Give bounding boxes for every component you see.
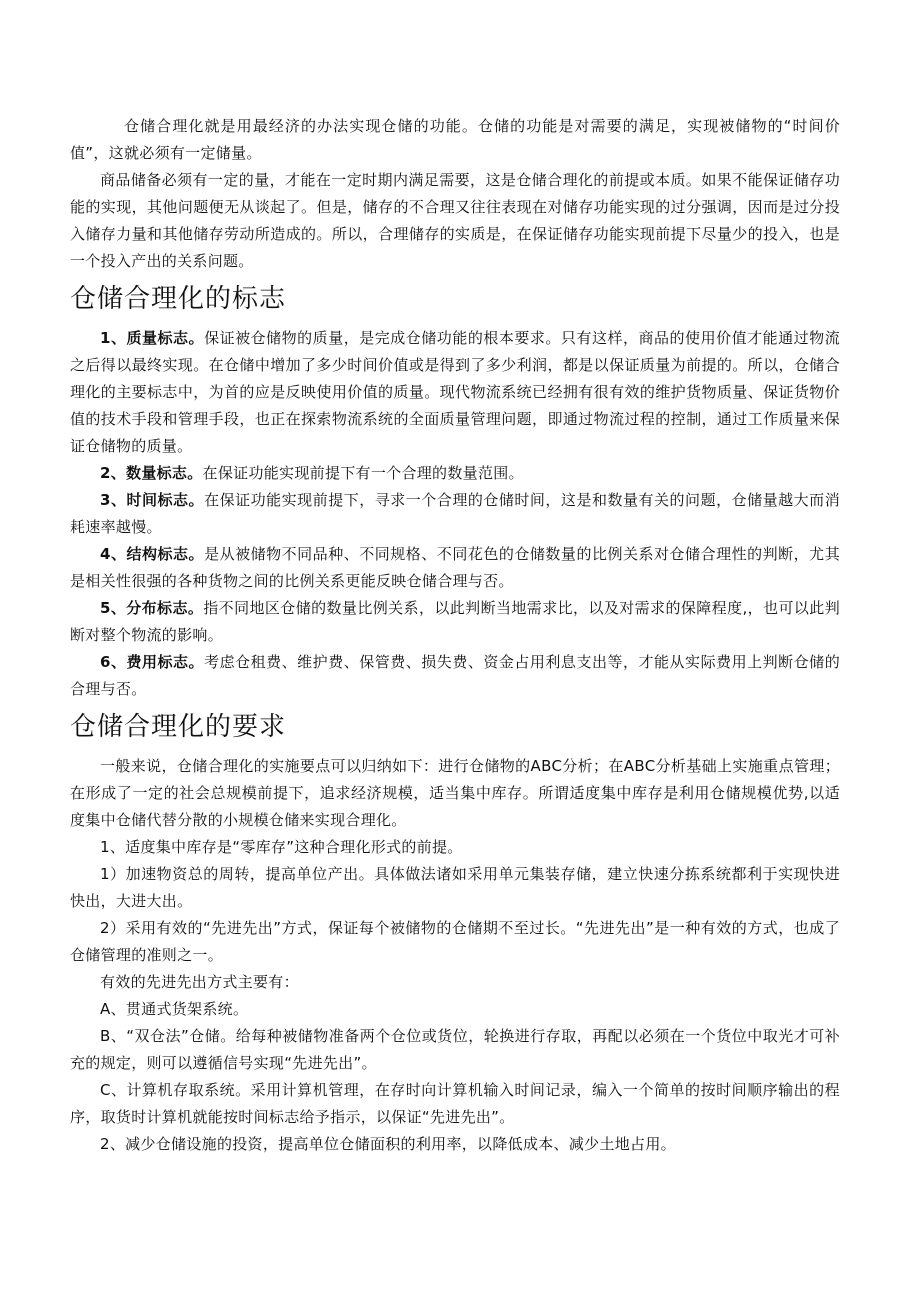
document-page (70, 113, 840, 1158)
requirements-paragraph: 一般来说，仓储合理化的实施要点可以归纳如下：进行仓储物的ABC分析；在ABC分析基础上实施重点管理；在形成了一定的社会总规模前提下，追求经济规模，适当集中库存。所谓适度集中库存是利用仓储规模优势,以适度集中仓储代替分散的小规模仓储来实现合理化。 (70, 757, 840, 829)
standard-label: 5、分布标志。 (100, 599, 204, 617)
standard-label: 4、结构标志。 (100, 545, 205, 563)
standard-item-quantity (70, 460, 840, 487)
standard-item-distribution (70, 595, 840, 649)
section-heading-standards: 仓储合理化的标志 (70, 284, 287, 314)
requirements-paragraph: 1）加速物资总的周转，提高单位产出。具体做法诸如采用单元集装存储，建立快速分拣系统都利于实现快进快出，大进大出。 (70, 865, 840, 910)
intro-paragraph-1: 仓储合理化就是用最经济的办法实现仓储的功能。仓储的功能是对需要的满足，实现被储物的“时间价值”，这就必须有一定储量。 (70, 117, 840, 162)
standard-item-cost (70, 649, 840, 703)
standard-item-quality (70, 325, 840, 460)
standard-label: 2、数量标志。 (100, 464, 203, 482)
standard-text: 保证被仓储物的质量，是完成仓储功能的根本要求。只有这样，商品的使用价值才能通过物流之后得以最终实现。在仓储中增加了多少时间价值或是得到了多少利润，都是以保证质量为前提的。所以，仓储合理化的主要标志中，为首的应是反映使用价值的质量。现代物流系统已经拥有很有效的维护货物质量、保证货物价值的技术手段和管理手段，也正在探索物流系统的全面质量管理问题，即通过物流过程的控制，通过工作质量来保证仓储物的质量。 (70, 329, 840, 455)
standard-label: 3、时间标志。 (100, 491, 205, 509)
requirements-paragraph: 1、适度集中库存是“零库存”这种合理化形式的前提。 (100, 838, 463, 856)
requirements-paragraph: A、贯通式货架系统。 (100, 1000, 249, 1018)
standard-text: 指不同地区仓储的数量比例关系，以此判断当地需求比，以及对需求的保障程度,，也可以此判断对整个物流的影响。 (70, 599, 840, 644)
standard-item-structure (70, 541, 840, 595)
standard-text: 在保证功能实现前提下有一个合理的数量范围。 (202, 464, 524, 482)
requirements-paragraph: 2、减少仓储设施的投资，提高单位仓储面积的利用率，以降低成本、减少土地占用。 (100, 1135, 676, 1153)
requirements-paragraph: C、计算机存取系统。采用计算机管理，在存时向计算机输入时间记录，编入一个简单的按时间顺序输出的程序，取货时计算机就能按时间标志给予指示，以保证“先进先出”。 (70, 1081, 840, 1126)
standard-text: 是从被储物不同品种、不同规格、不同花色的仓储数量的比例关系对仓储合理性的判断，尤其是相关性很强的各种货物之间的比例关系更能反映仓储合理与否。 (70, 545, 840, 590)
requirements-paragraph: 有效的先进先出方式主要有： (100, 973, 299, 991)
standard-label: 1、质量标志。 (100, 329, 205, 347)
requirements-paragraph: B、“双仓法”仓储。给每种被储物准备两个仓位或货位，轮换进行存取，再配以必须在一个货位中取光才可补充的规定，则可以遵循信号实现“先进先出”。 (70, 1027, 840, 1072)
standard-label: 6、费用标志。 (100, 653, 205, 671)
standard-item-time (70, 487, 840, 541)
intro-paragraph-2: 商品储备必须有一定的量，才能在一定时期内满足需要，这是仓储合理化的前提或本质。如果不能保证储存功能的实现，其他问题便无从谈起了。但是，储存的不合理又往往表现在对储存功能实现的过分强调，因而是过分投入储存力量和其他储存劳动所造成的。所以，合理储存的实质是，在保证储存功能实现前提下尽量少的投入，也是一个投入产出的关系问题。 (70, 171, 840, 270)
requirements-paragraph: 2）采用有效的“先进先出”方式，保证每个被储物的仓储期不至过长。“先进先出”是一种有效的方式，也成了仓储管理的准则之一。 (70, 919, 840, 964)
standard-text: 考虑仓租费、维护费、保管费、损失费、资金占用利息支出等，才能从实际费用上判断仓储的合理与否。 (70, 653, 840, 698)
standard-text: 在保证功能实现前提下，寻求一个合理的仓储时间，这是和数量有关的问题，仓储量越大而消耗速率越慢。 (70, 491, 840, 536)
section-heading-requirements: 仓储合理化的要求 (70, 712, 287, 742)
